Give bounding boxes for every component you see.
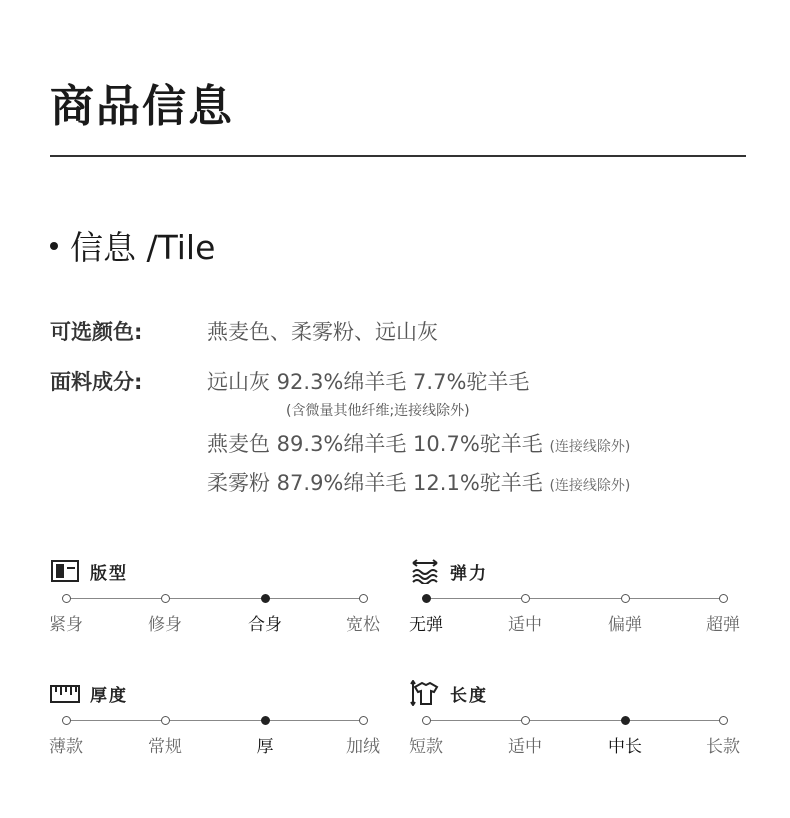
composition-line: 远山灰 92.3%绵羊毛 7.7%驼羊毛 (207, 370, 530, 394)
elasticity-title: 弹力 (450, 563, 488, 584)
composition-note: (连接线除外) (549, 439, 631, 455)
fit-scale-track (66, 598, 363, 599)
composition-sub-note: (含微量其他纤维;连接线除外) (286, 403, 470, 419)
ruler-icon (50, 680, 80, 706)
elasticity-scale-dot (422, 594, 431, 603)
length-option-label: 适中 (508, 737, 542, 757)
bullet-icon (50, 242, 58, 250)
elasticity-option-label: 适中 (508, 615, 542, 635)
length-scale-dot (422, 716, 431, 725)
thickness-option-label: 薄款 (49, 737, 83, 757)
length-scale-dot (521, 716, 530, 725)
length-scale-dot (621, 716, 630, 725)
length-scale-dot (719, 716, 728, 725)
length-title: 长度 (450, 685, 488, 706)
composition-label: 面料成分: (50, 370, 143, 394)
length-scale-track (426, 720, 723, 721)
fit-scale-dot (161, 594, 170, 603)
elasticity-scale-dot (719, 594, 728, 603)
length-option-label: 短款 (409, 737, 443, 757)
fit-option-label: 合身 (248, 615, 282, 635)
section-title: 信息 /Tile (70, 228, 216, 267)
title-divider (50, 155, 746, 157)
elasticity-icon (410, 558, 440, 584)
elasticity-scale-dot (521, 594, 530, 603)
fit-option-label: 紧身 (49, 615, 83, 635)
thickness-scale-dot (359, 716, 368, 725)
fit-scale-dot (261, 594, 270, 603)
thickness-scale-dot (62, 716, 71, 725)
thickness-title: 厚度 (90, 685, 128, 706)
thickness-option-label: 常规 (148, 737, 182, 757)
colors-label: 可选颜色: (50, 320, 143, 344)
elasticity-option-label: 超弹 (706, 615, 740, 635)
elasticity-scale-track (426, 598, 723, 599)
elasticity-scale-dot (621, 594, 630, 603)
elasticity-option-label: 无弹 (409, 615, 443, 635)
section-heading (50, 222, 215, 269)
fit-title: 版型 (90, 563, 128, 584)
fit-icon (50, 558, 80, 584)
tshirt-length-icon (410, 680, 440, 706)
fit-option-label: 修身 (148, 615, 182, 635)
fit-option-label: 宽松 (346, 615, 380, 635)
fit-scale-dot (62, 594, 71, 603)
composition-note: (连接线除外) (549, 478, 631, 494)
thickness-scale-track (66, 720, 363, 721)
elasticity-option-label: 偏弹 (608, 615, 642, 635)
thickness-option-label: 厚 (256, 737, 274, 757)
thickness-option-label: 加绒 (346, 737, 380, 757)
composition-line: 燕麦色 89.3%绵羊毛 10.7%驼羊毛 (连接线除外) (207, 432, 631, 456)
fit-scale-dot (359, 594, 368, 603)
thickness-scale-dot (161, 716, 170, 725)
length-option-label: 中长 (608, 737, 642, 757)
page-title: 商品信息 (50, 81, 234, 132)
thickness-scale-dot (261, 716, 270, 725)
colors-value: 燕麦色、柔雾粉、远山灰 (207, 320, 438, 344)
composition-line: 柔雾粉 87.9%绵羊毛 12.1%驼羊毛 (连接线除外) (207, 471, 631, 495)
length-option-label: 长款 (706, 737, 740, 757)
